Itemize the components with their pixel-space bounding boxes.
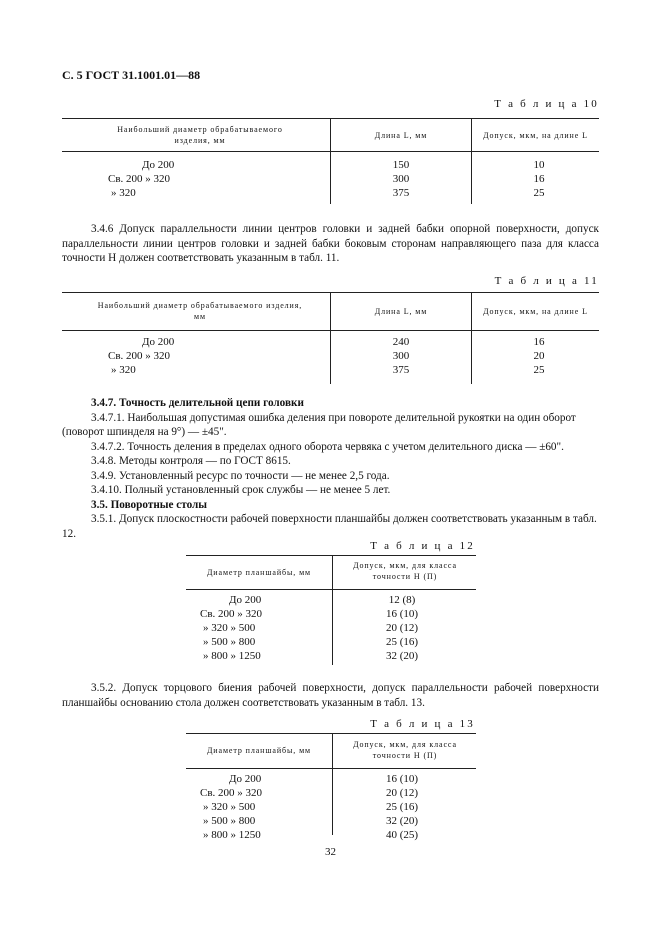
table-12-col-diameter xyxy=(200,593,310,663)
table-cell: 240 xyxy=(392,336,410,348)
table-cell: » 500 » 800 xyxy=(203,815,256,827)
table-cell: » 800 » 1250 xyxy=(203,829,261,841)
page-number: 32 xyxy=(325,846,336,858)
table-cell: Св. 200 » 320 xyxy=(200,608,263,620)
table-10-header-diameter: Наибольший диаметр обрабатываемого изделия, мм xyxy=(117,125,283,145)
paragraph-3-4-9: 3.4.9. Установленный ресурс по точности — не менее 2,5 года. xyxy=(91,469,390,482)
table-cell: 20 xyxy=(533,350,545,362)
section-heading: 3.5. Поворотные столы xyxy=(91,498,208,511)
table-10-header-length: Длина L, мм xyxy=(374,131,428,140)
table-12-caption: Т а б л и ц а 12 xyxy=(370,540,475,552)
table-cell: » 320 xyxy=(111,187,136,199)
table-cell: » 800 » 1250 xyxy=(203,650,261,662)
table-11-header-tolerance: Допуск, мкм, на длине L xyxy=(483,307,588,316)
table-cell: 10 xyxy=(533,159,545,171)
table-cell: До 200 xyxy=(142,336,175,348)
table-11-header-length: Длина L, мм xyxy=(374,307,428,316)
table-13-col-diameter xyxy=(200,772,310,842)
table-cell: 16 (10) xyxy=(385,773,419,785)
table-13-caption: Т а б л и ц а 13 xyxy=(370,718,475,730)
paragraph-3-5-2: 3.5.2. Допуск торцового биения рабочей поверхности, допуск параллельности рабочей поверхности планшайбы основанию стола должен соответствовать указанным в табл. 13. xyxy=(62,682,599,709)
table-13-col-tolerance xyxy=(362,772,442,842)
paragraph-3-4-10: 3.4.10. Полный установленный срок службы — не менее 5 лет. xyxy=(91,484,391,496)
table-cell: 12 (8) xyxy=(388,594,416,606)
table-cell: » 500 » 800 xyxy=(203,636,256,648)
table-cell: 25 (16) xyxy=(385,801,419,813)
table-10-header-tolerance: Допуск, мкм, на длине L xyxy=(483,131,588,140)
table-12-col-tolerance xyxy=(362,593,442,663)
table-cell: 25 (16) xyxy=(385,636,419,648)
table-11-col-tolerance xyxy=(472,335,606,377)
table-cell: 300 xyxy=(392,173,410,185)
table-cell: 32 (20) xyxy=(385,650,419,662)
table-cell: 150 xyxy=(392,159,410,171)
paragraph-3-4-7-2: 3.4.7.2. Точность деления в пределах одного оборота червяка с учетом делительного диска — ±60". xyxy=(91,440,564,453)
section-3-4-7-block xyxy=(62,396,599,541)
table-cell: До 200 xyxy=(229,773,262,785)
table-cell: » 320 » 500 xyxy=(203,801,256,813)
table-cell: 32 (20) xyxy=(385,815,419,827)
paragraph-3-5-1: 3.5.1. Допуск плоскостности рабочей поверхности планшайбы должен соответствовать указанным в табл. 12. xyxy=(62,513,597,540)
table-cell: 20 (12) xyxy=(385,622,419,634)
table-10-col-length xyxy=(331,158,471,200)
table-cell: 16 (10) xyxy=(385,608,419,620)
paragraph-3-4-7-1: 3.4.7.1. Наибольшая допустимая ошибка деления при повороте делительной рукоятки на один оборот (поворот шпинделя на 9°) — ±45". xyxy=(62,411,576,438)
table-cell: 375 xyxy=(392,187,410,199)
table-10-col-diameter xyxy=(108,158,208,200)
table-11-caption: Т а б л и ц а 11 xyxy=(494,275,599,287)
table-cell: Св. 200 » 320 xyxy=(108,350,171,362)
table-cell: 375 xyxy=(392,364,410,376)
table-13-header-tolerance: Допуск, мкм, для класса точности Н (П) xyxy=(353,740,457,760)
table-12-header-tolerance: Допуск, мкм, для класса точности Н (П) xyxy=(353,561,457,581)
table-cell: 16 xyxy=(533,336,545,348)
table-10-col-tolerance xyxy=(472,158,606,200)
table-cell: 16 xyxy=(533,173,545,185)
paragraph-3-4-8: 3.4.8. Методы контроля — по ГОСТ 8615. xyxy=(91,455,291,467)
table-13-header-diameter: Диаметр планшайбы, мм xyxy=(206,746,312,755)
table-11-col-length xyxy=(331,335,471,377)
table-cell: 40 (25) xyxy=(385,829,419,841)
page-header: С. 5 ГОСТ 31.1001.01—88 xyxy=(62,68,201,82)
table-cell: До 200 xyxy=(142,159,175,171)
table-cell: До 200 xyxy=(229,594,262,606)
paragraph-3-4-6: 3.4.6 Допуск параллельности линии центров головки и задней бабки опорной поверхности, допуск параллельности линии центров головки и задней бабки боковым сторонам направляющего паза для класса точности Н должен соответствовать указанным в табл. 11. xyxy=(62,223,599,264)
table-cell: » 320 xyxy=(111,364,136,376)
section-heading: 3.4.7. Точность делительной цепи головки xyxy=(91,397,304,409)
table-11-header-diameter: Наибольший диаметр обрабатываемого изделия, мм xyxy=(97,301,303,321)
table-cell: 20 (12) xyxy=(385,787,419,799)
table-cell: Св. 200 » 320 xyxy=(108,173,171,185)
table-cell: 25 xyxy=(533,364,545,376)
table-10-caption: Т а б л и ц а 10 xyxy=(494,98,599,110)
table-11-col-diameter xyxy=(108,335,208,377)
table-cell: Св. 200 » 320 xyxy=(200,787,263,799)
table-cell: » 320 » 500 xyxy=(203,622,256,634)
table-cell: 300 xyxy=(392,350,410,362)
table-cell: 25 xyxy=(533,187,545,199)
table-12-header-diameter: Диаметр планшайбы, мм xyxy=(206,568,312,577)
